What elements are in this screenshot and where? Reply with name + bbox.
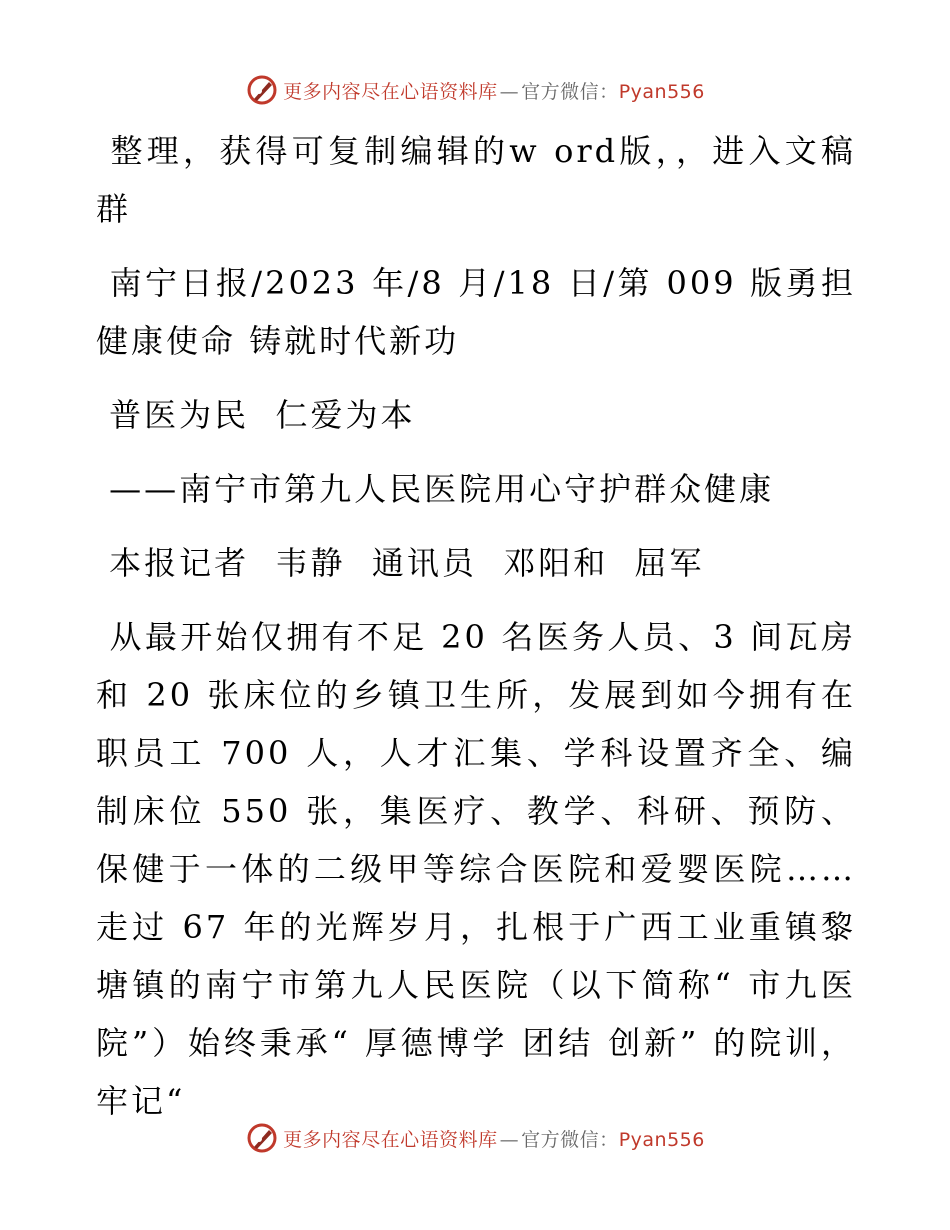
paragraph-intro: 整理，获得可复制编辑的w ord版，，进入文稿群 [96,132,856,228]
paragraph-subheadline: ——南宁市第九人民医院用心守护群众健康 [96,470,775,508]
document-body [96,122,856,1146]
footer-banner-text [283,1125,705,1152]
banner-wechat-label: 官方微信： [521,1128,619,1151]
banner-separator: — [499,1128,520,1151]
paragraph-byline: 本报记者 韦静 通讯员 邓阳和 屈军 [96,544,705,582]
banner-site-name: 更多内容尽在心语资料库 [283,80,498,103]
banner-site-name: 更多内容尽在心语资料库 [283,1128,498,1151]
paragraph-headline: 普医为民 仁爱为本 [96,396,416,434]
header-banner [0,70,950,110]
footer-banner [0,1118,950,1158]
pen-logo-icon [245,1121,279,1155]
pen-logo-icon [245,73,279,107]
paragraph-source: 南宁日报/2023 年/8 月/18 日/第 009 版勇担健康使命 铸就时代新功 [96,264,856,360]
header-banner-text [283,77,705,104]
banner-wechat-label: 官方微信： [521,80,619,103]
banner-separator: — [499,80,520,103]
banner-wechat-id: Pyan556 [618,80,705,103]
paragraph-body: 从最开始仅拥有不足 20 名医务人员、3 间瓦房和 20 张床位的乡镇卫生所，发展到如今拥有在职员工 700 人，人才汇集、学科设置齐全、编制床位 550 张，集医疗、教学、科研、预防、保健于一体的二级甲等综合医院和爱婴医院……走过 67 年的光辉岁月，扎根于广西工业重镇黎塘镇的南宁市第九人民医院（以下简称“ 市九医院”）始终秉承“ 厚德博学 团结 创新” 的院训，牢记“ [96,618,856,1120]
banner-wechat-id: Pyan556 [618,1128,705,1151]
